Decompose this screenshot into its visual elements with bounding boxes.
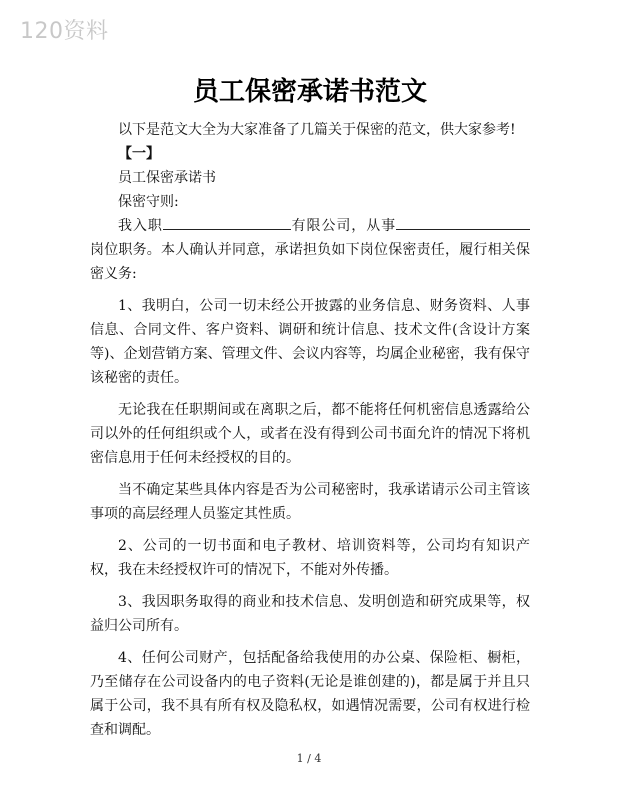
clause-4: 4、任何公司财产，包括配备给我使用的办公桌、保险柜、橱柜，乃至储存在公司设备内的电子资料(无论是谁创建的)，都是属于并且只属于公司，我不具有所有权及隐私权，如遇情况需要，公司有权进行检查和调配。: [90, 650, 530, 738]
watermark-logo: 120资料: [20, 19, 109, 44]
page-title: 员工保密承诺书范文: [192, 77, 427, 107]
oath-paragraph: [90, 214, 530, 286]
oath-text-3: 岗位职务。本人确认并同意，承诺担负如下岗位保密责任，履行相关保密义务:: [90, 242, 530, 282]
page-number: 1 / 4: [296, 752, 322, 765]
clause-1-detail: 无论我在任职期间或在离职之后，都不能将任何机密信息透露给公司以外的任何组织或个人，或者在没有得到公司书面允许的情况下将机密信息用于任何未经授权的目的。: [90, 402, 530, 466]
clause-2: 2、公司的一切书面和电子教材、培训资料等，公司均有知识产权，我在未经授权许可的情况下，不能对外传播。: [90, 538, 530, 578]
clause-1-note: 当不确定某些具体内容是否为公司秘密时，我承诺请示公司主管该事项的高层经理人员鉴定其性质。: [90, 482, 530, 522]
oath-text-2: 有限公司，从事: [290, 218, 397, 234]
company-blank-field: [163, 215, 291, 230]
position-blank-field: [396, 215, 508, 230]
clause-1: 1、我明白，公司一切未经公开披露的业务信息、财务资料、人事信息、合同文件、客户资料、调研和统计信息、技术文件(含设计方案等)、企划营销方案、管理文件、会议内容等，均属企业秘密，我有保守该秘密的责任。: [90, 298, 530, 386]
rules-label: 保密守则:: [118, 194, 179, 210]
document-name: 员工保密承诺书: [118, 170, 216, 186]
document-page: [90, 72, 530, 742]
intro-paragraph: 以下是范文大全为大家准备了几篇关于保密的范文，供大家参考!: [118, 122, 516, 138]
position-blank-field-cont: [508, 215, 530, 230]
clause-3: 3、我因职务取得的商业和技术信息、发明创造和研究成果等，权益归公司所有。: [90, 594, 530, 634]
section-marker: 【一】: [118, 146, 160, 162]
oath-text-1: 我入职: [118, 218, 163, 234]
